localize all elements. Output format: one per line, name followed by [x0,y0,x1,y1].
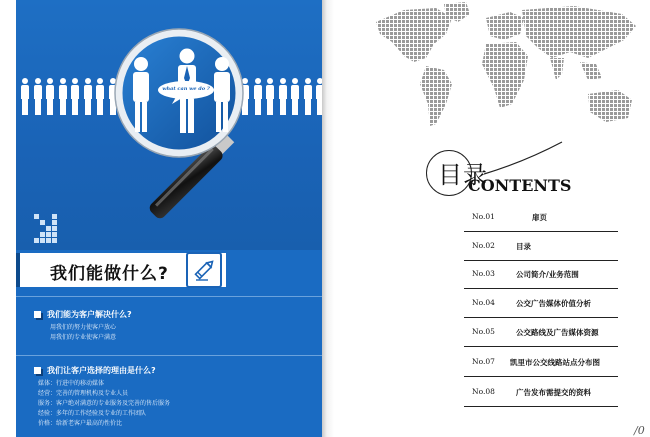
section-line: 媒体：行进中的移动媒体 [38,380,105,387]
banner-accent [16,253,20,287]
page-gutter [322,0,334,437]
pencil-button[interactable] [186,252,222,288]
toc-number: No.02 [472,241,495,250]
section-line: 服务：客户绝对满意的专业服务及完善的售后服务 [38,400,171,407]
left-page [16,0,322,437]
toc-number: No.03 [472,269,495,278]
pixel-cell [52,232,57,237]
swoosh-decoration [484,140,564,180]
pixel-cell [46,226,51,231]
world-map-icon [374,0,644,140]
pixel-cell [52,214,57,219]
pixel-arrow-icon [34,214,58,242]
section-heading: 我们能为客户解决什么? [34,309,132,320]
pixel-cell [52,220,57,225]
pixel-cell [52,238,57,243]
toc-row[interactable] [464,262,618,289]
section-divider [16,296,322,297]
toc-number: No.08 [472,387,495,396]
right-page [334,0,650,437]
toc-title: 公司简介/业务范围 [516,270,579,279]
page-number: /0 [634,424,645,437]
toc-row[interactable] [464,350,618,377]
pixel-cell [52,226,57,231]
toc-number: No.05 [472,327,495,336]
pixel-cell [46,232,51,237]
pencil-icon [188,254,220,286]
contents-heading-cn: 目录 [438,161,488,189]
toc-row[interactable] [464,234,618,261]
toc-title: 扉页 [532,213,547,222]
section-line: 用我们的努力使客户放心 [50,324,117,331]
toc-row[interactable] [464,205,618,232]
pixel-cell [40,238,45,243]
section-divider [16,355,322,356]
toc-row[interactable] [464,320,618,347]
pixel-cell [34,238,39,243]
pixel-cell [40,220,45,225]
toc-title: 公交广告媒体价值分析 [516,299,591,308]
toc-title: 凯里市公交线路站点分布图 [510,358,600,367]
toc-number: No.07 [472,357,495,366]
magnifier-icon [16,0,322,250]
toc-number: No.01 [472,212,495,221]
toc-row[interactable] [464,380,618,407]
section-line: 经营：完善的管理机构及专业人员 [38,390,129,397]
banner-title: 我们能做什么? [50,264,169,284]
contents-heading-en: CONTENTS [468,176,572,195]
pixel-cell [40,232,45,237]
square-bullet-icon [34,367,41,374]
section-line: 价格：给新老客户最高的性价比 [38,420,123,427]
toc-row[interactable] [464,291,618,318]
section-heading: 我们让客户选择的理由是什么? [34,365,156,376]
section-line: 用我们的专业使客户满意 [50,334,117,341]
pixel-cell [34,214,39,219]
toc-title: 目录 [516,242,531,251]
pixel-cell [46,238,51,243]
speech-bubble-text: what can we do ? [162,86,210,92]
section-line: 经验：多年的工作经验及专业的工作团队 [38,410,147,417]
toc-number: No.04 [472,298,495,307]
square-bullet-icon [34,311,41,318]
toc-title: 广告发布需提交的资料 [516,388,591,397]
toc-title: 公交路线及广告媒体资源 [516,328,599,337]
